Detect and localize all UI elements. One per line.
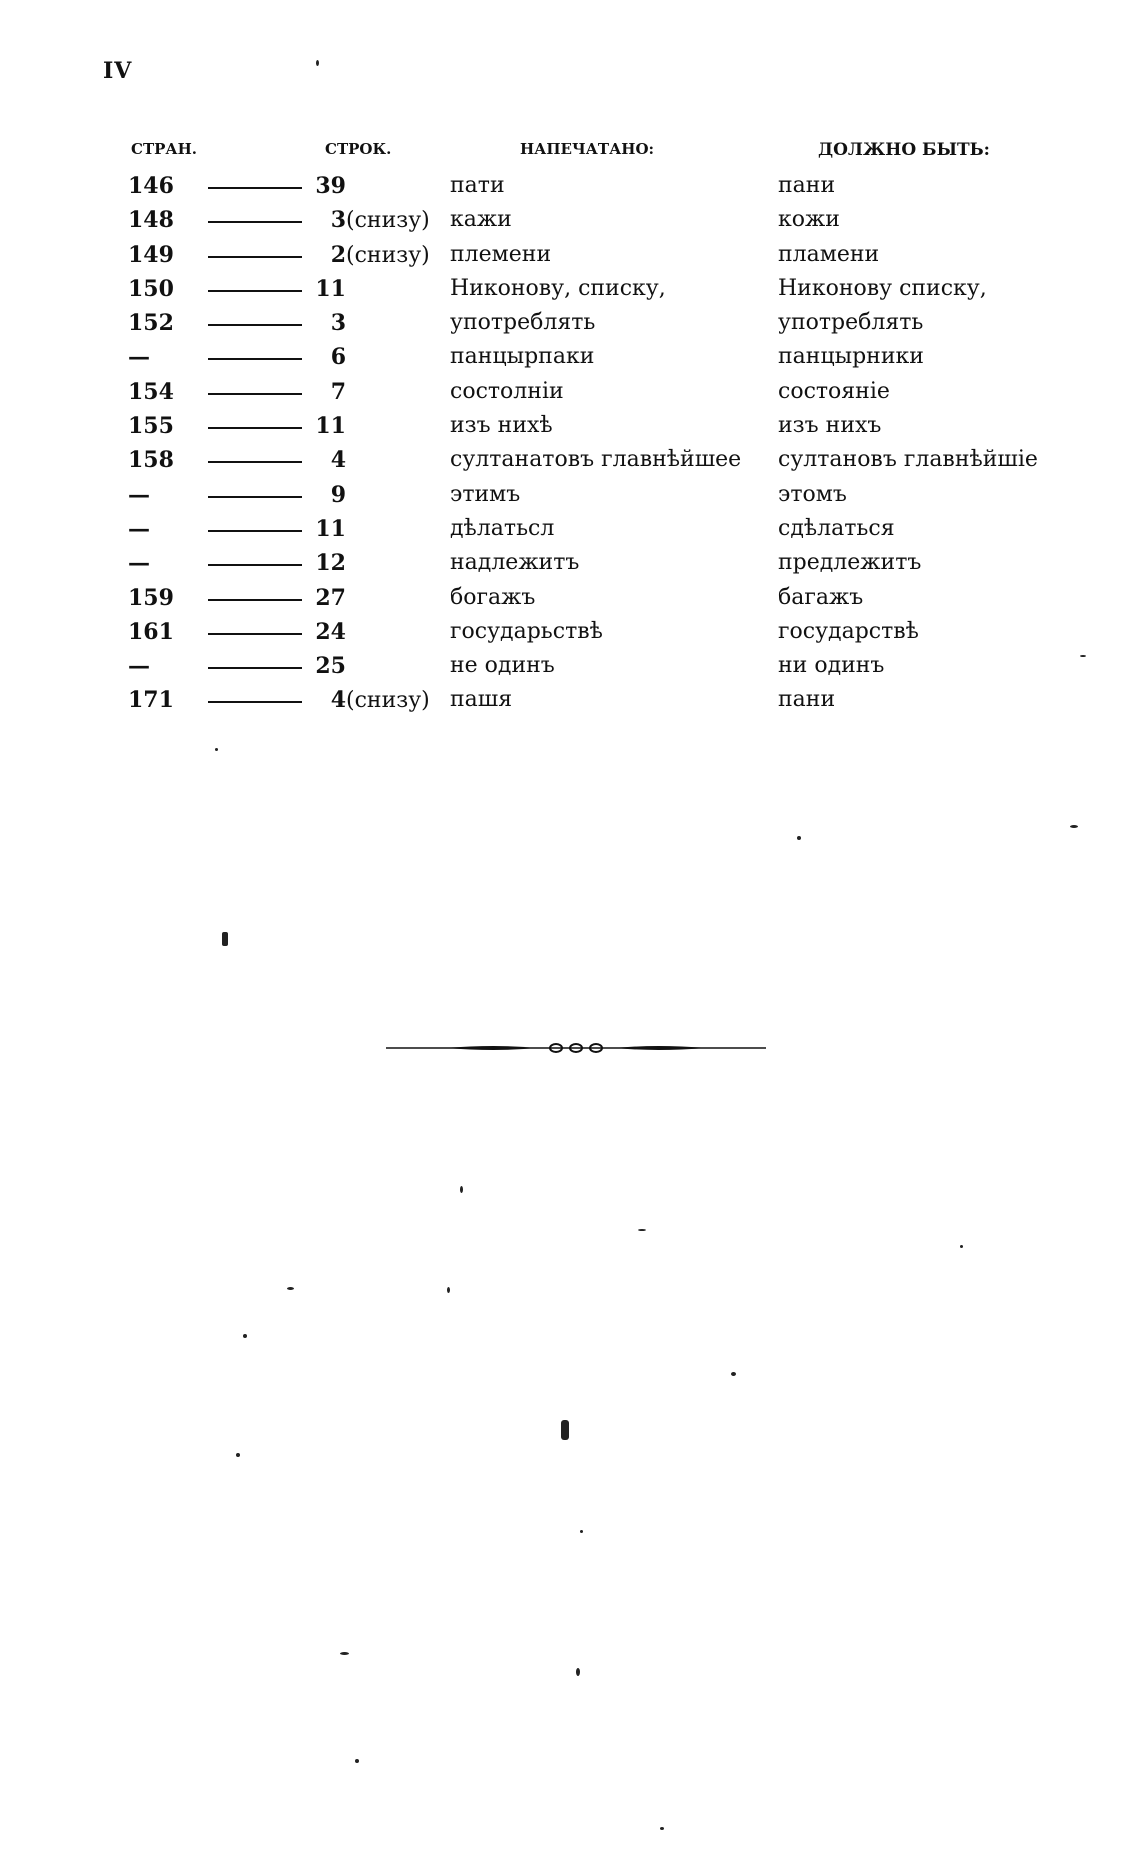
row-printed: государьствѣ	[450, 618, 603, 644]
row-page: 154	[128, 378, 174, 405]
scan-speck	[222, 932, 228, 946]
row-should-be: багажъ	[778, 584, 864, 610]
scan-speck	[243, 1334, 247, 1338]
row-should-be: кожи	[778, 207, 840, 233]
row-page: 149	[128, 241, 174, 268]
row-dash-rule	[208, 461, 302, 463]
header-page: СТРАН.	[131, 140, 197, 158]
row-dash-rule	[208, 496, 302, 498]
row-page: 159	[128, 584, 174, 611]
row-line	[308, 516, 458, 542]
row-dash-rule	[208, 667, 302, 669]
row-line-number: 4	[330, 687, 346, 714]
row-dash-rule	[208, 393, 302, 395]
row-printed: панцырпаки	[450, 344, 595, 370]
scan-speck	[561, 1420, 569, 1440]
row-line-number: 9	[330, 481, 346, 508]
row-printed: этимъ	[450, 481, 521, 507]
row-dash-rule	[208, 633, 302, 635]
row-line	[308, 207, 458, 233]
errata-row	[118, 410, 1048, 444]
row-page: 152	[128, 310, 174, 337]
row-should-be: государствѣ	[778, 618, 919, 644]
row-should-be: пламени	[778, 241, 880, 267]
errata-row	[118, 582, 1048, 616]
row-dash-rule	[208, 701, 302, 703]
scan-speck	[1070, 825, 1078, 828]
row-should-be: Никонову списку,	[778, 275, 987, 301]
row-line	[308, 173, 458, 199]
row-printed: султанатовъ главнѣйшее	[450, 447, 742, 473]
scan-speck	[340, 1652, 349, 1655]
header-line: СТРОК.	[325, 140, 392, 158]
errata-row	[118, 273, 1048, 307]
row-line-number: 6	[330, 344, 346, 371]
errata-rows	[118, 170, 1048, 719]
errata-row	[118, 204, 1048, 238]
row-printed: употреблять	[450, 310, 596, 336]
scan-speck	[731, 1372, 736, 1376]
errata-header	[118, 136, 1048, 170]
row-line	[308, 482, 458, 508]
row-line-note: (снизу)	[346, 688, 430, 714]
row-line-number: 2	[330, 241, 346, 268]
errata-row	[118, 239, 1048, 273]
errata-table	[118, 136, 1048, 719]
errata-row	[118, 341, 1048, 375]
row-should-be: состоянiе	[778, 378, 890, 404]
scan-speck	[797, 836, 801, 840]
row-line	[308, 413, 458, 439]
scan-speck	[287, 1287, 294, 1290]
errata-row	[118, 513, 1048, 547]
header-printed: НАПЕЧАТАНО:	[520, 140, 655, 158]
row-line	[308, 242, 458, 268]
row-line-number: 12	[315, 550, 346, 577]
row-should-be: султановъ главнѣйшiе	[778, 447, 1038, 473]
scan-speck	[447, 1287, 450, 1293]
row-dash-rule	[208, 290, 302, 292]
errata-row	[118, 307, 1048, 341]
row-dash-rule	[208, 564, 302, 566]
row-line-note: (снизу)	[346, 208, 430, 234]
row-line	[308, 344, 458, 370]
row-dash-rule	[208, 187, 302, 189]
scan-speck	[576, 1668, 580, 1676]
row-line	[308, 619, 458, 645]
scan-speck	[215, 748, 218, 751]
row-line	[308, 310, 458, 336]
row-page: 158	[128, 447, 174, 474]
errata-row	[118, 616, 1048, 650]
row-line-number: 25	[315, 653, 346, 680]
row-line	[308, 687, 458, 713]
row-page: 171	[128, 687, 174, 714]
row-line-number: 24	[315, 618, 346, 645]
scan-speck	[316, 60, 319, 66]
row-printed: пашя	[450, 687, 513, 713]
scan-speck	[638, 1229, 646, 1231]
row-dash-rule	[208, 324, 302, 326]
row-line-number: 27	[315, 584, 346, 611]
row-dash-rule	[208, 530, 302, 532]
row-page: 150	[128, 275, 174, 302]
row-page: —	[128, 653, 150, 680]
row-should-be: ни одинъ	[778, 653, 885, 679]
row-printed: состолнiи	[450, 378, 564, 404]
errata-row	[118, 376, 1048, 410]
scan-speck	[1080, 655, 1086, 657]
row-line-note: (снизу)	[346, 242, 430, 268]
row-printed: богажъ	[450, 584, 536, 610]
row-page: 146	[128, 173, 174, 199]
scan-speck	[355, 1759, 359, 1763]
scan-speck	[580, 1530, 583, 1533]
row-printed: Никонову, списку,	[450, 275, 666, 301]
row-page: —	[128, 481, 150, 508]
row-printed: племени	[450, 241, 552, 267]
row-line	[308, 447, 458, 473]
row-line	[308, 379, 458, 405]
row-printed: надлежитъ	[450, 550, 580, 576]
row-should-be: предлежитъ	[778, 550, 922, 576]
scan-speck	[460, 1186, 463, 1193]
row-line-number: 4	[330, 447, 346, 474]
row-line-number: 3	[330, 207, 346, 234]
row-printed: кажи	[450, 207, 512, 233]
scan-speck	[660, 1827, 664, 1830]
row-line-number: 11	[315, 413, 346, 440]
row-line	[308, 550, 458, 576]
errata-row	[118, 547, 1048, 581]
row-line-number: 11	[315, 275, 346, 302]
scan-speck	[236, 1453, 240, 1457]
row-should-be: употреблять	[778, 310, 924, 336]
row-line-number: 39	[315, 173, 346, 199]
row-page: —	[128, 550, 150, 577]
row-line-number: 7	[330, 378, 346, 405]
page-number: IV	[103, 58, 133, 84]
row-dash-rule	[208, 358, 302, 360]
errata-row	[118, 170, 1048, 204]
row-page: 148	[128, 207, 174, 234]
row-line	[308, 585, 458, 611]
errata-row	[118, 444, 1048, 478]
row-line-number: 11	[315, 515, 346, 542]
row-should-be: сдѣлаться	[778, 515, 895, 541]
errata-row	[118, 479, 1048, 513]
header-should-be: ДОЛЖНО БЫТЬ:	[818, 140, 990, 160]
row-should-be: пани	[778, 687, 836, 713]
row-dash-rule	[208, 221, 302, 223]
row-dash-rule	[208, 599, 302, 601]
scan-speck	[960, 1245, 963, 1248]
row-printed: дѣлатьсл	[450, 515, 555, 541]
row-dash-rule	[208, 427, 302, 429]
row-dash-rule	[208, 256, 302, 258]
row-should-be: пани	[778, 173, 836, 198]
ornament-divider	[386, 1041, 766, 1055]
row-page: —	[128, 515, 150, 542]
row-should-be: изъ нихъ	[778, 413, 882, 439]
errata-row	[118, 684, 1048, 718]
row-should-be: этомъ	[778, 481, 847, 507]
row-page: 161	[128, 618, 174, 645]
row-page: 155	[128, 413, 174, 440]
row-line	[308, 653, 458, 679]
row-line-number: 3	[330, 310, 346, 337]
errata-row	[118, 650, 1048, 684]
row-printed: изъ нихѣ	[450, 413, 553, 439]
row-page: —	[128, 344, 150, 371]
row-printed: не одинъ	[450, 653, 555, 679]
row-line	[308, 276, 458, 302]
row-printed: пати	[450, 173, 505, 198]
row-should-be: панцырники	[778, 344, 924, 370]
